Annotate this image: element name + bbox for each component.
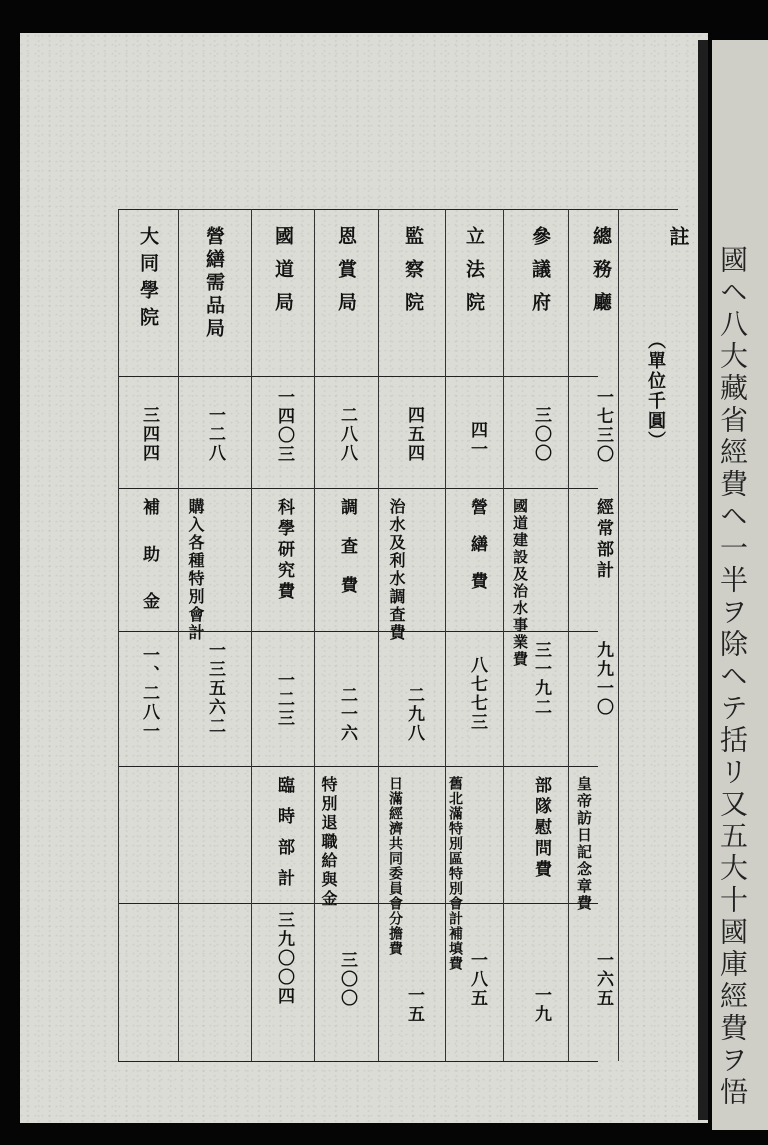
entry-name: 監察院 (402, 226, 424, 325)
entry-amount-3: 一八五 (467, 951, 487, 1008)
col-rule-1 (178, 209, 179, 1061)
row-rule-1 (118, 376, 598, 377)
entry-name: 總務廳 (590, 226, 612, 325)
entry-amount-3: 一六五 (593, 951, 613, 1008)
col-rule-0 (118, 209, 119, 1061)
adjacent-page-text: 國ヘ八大藏省經費ヘ一半ヲ除ヘテ括リ又五大十國庫經費ヲ悟 (716, 245, 749, 1109)
entry-name: 大同學院 (137, 226, 159, 334)
entry-item-2: 臨時部計 (274, 776, 294, 900)
entry-amount-1: 四一 (467, 421, 487, 459)
entry-amount-1: 一四〇三 (274, 388, 294, 464)
entry-item-1: 治水及利水調査費 (387, 498, 406, 642)
table-bottom-rule (118, 1061, 598, 1062)
document-page (20, 33, 708, 1123)
entry-item-1: 補助金 (139, 498, 159, 639)
entry-item-1: 購入各種特別會計 (186, 498, 205, 642)
col-rule-2 (251, 209, 252, 1061)
entry-amount-2: 一、二八一 (139, 646, 159, 741)
entry-amount-2: 二一六 (337, 686, 357, 743)
entry-item-1: 科學研究費 (274, 498, 294, 603)
entry-amount-1: 三〇〇 (531, 406, 551, 463)
col-rule-8 (618, 209, 619, 1061)
page-binding-edge (698, 40, 708, 1120)
col-rule-7 (568, 209, 569, 1061)
entry-name: 恩賞局 (335, 226, 357, 325)
entry-item-1: 營繕費 (467, 498, 487, 609)
entry-item-1: 調査費 (337, 498, 357, 615)
entry-item-1: 經常部計 (593, 498, 613, 582)
col-rule-4 (378, 209, 379, 1061)
entry-amount-2: 二九八 (404, 686, 424, 743)
entry-name: 國道局 (272, 226, 294, 325)
entry-amount-2: 一二三 (274, 671, 294, 728)
entry-amount-1: 一二八 (205, 406, 225, 463)
table-top-rule (118, 209, 678, 210)
entry-name: 參議府 (529, 226, 551, 325)
entry-item-2: 舊北滿特別區特別會計補填費 (447, 776, 463, 971)
entry-item-2: 皇帝訪日記念章費 (575, 776, 593, 912)
entry-amount-2: 三一九二 (531, 641, 551, 717)
entry-name: 營繕需品局 (203, 226, 225, 341)
entry-amount-3: 三〇〇 (337, 951, 357, 1008)
entry-amount-2: 一三五六二 (205, 641, 225, 736)
col-rule-3 (314, 209, 315, 1061)
col-rule-6 (503, 209, 504, 1061)
entry-amount-1: 二八八 (337, 406, 357, 463)
entry-amount-1: 四五四 (404, 406, 424, 463)
row-rule-4 (118, 766, 598, 767)
entry-amount-2: 八七七三 (467, 656, 487, 732)
entry-amount-2: 九九一〇 (593, 641, 613, 717)
entry-amount-3: 三九〇〇四 (274, 911, 294, 1006)
entry-item-2: 日滿經濟共同委員會分擔費 (387, 776, 403, 956)
entry-amount-1: 一七三〇 (593, 388, 613, 464)
unit-note: （單位千圓） (645, 331, 666, 451)
entry-amount-3: 一五 (404, 986, 424, 1024)
note-label: 註 (666, 226, 690, 246)
entry-item-2: 特別退職給與金 (319, 776, 338, 909)
entry-amount-3: 一九 (531, 986, 551, 1024)
entry-item-2: 部隊慰問費 (531, 776, 551, 881)
adjacent-page-strip (712, 40, 768, 1130)
entry-amount-1: 三四四 (139, 406, 159, 463)
entry-name: 立法院 (463, 226, 485, 325)
budget-ledger-table (98, 176, 700, 1066)
col-rule-5 (445, 209, 446, 1061)
entry-item-1: 國道建設及治水事業費 (511, 498, 529, 668)
row-rule-5 (118, 903, 598, 904)
row-rule-2 (118, 488, 598, 489)
